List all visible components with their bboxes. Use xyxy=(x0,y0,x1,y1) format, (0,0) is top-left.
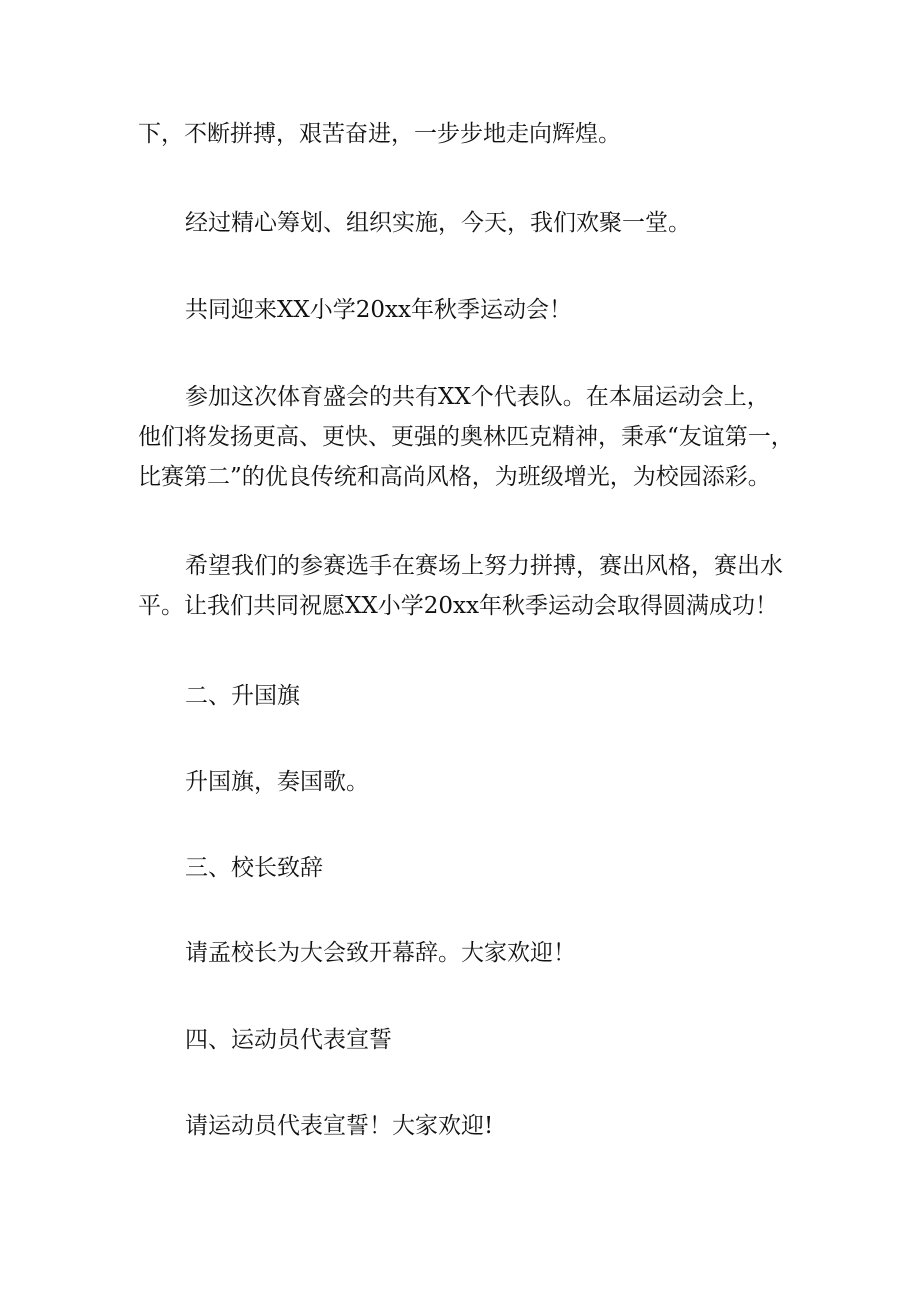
text-line: 二、升国旗 xyxy=(185,683,300,709)
paragraph-wishes xyxy=(138,546,802,626)
paragraph-continuation xyxy=(138,114,802,154)
text-line: 共同迎来XX小学20xx年秋季运动会！ xyxy=(185,297,572,323)
section-heading-principal-speech xyxy=(138,848,802,888)
text-line: 下，不断拼搏，艰苦奋进，一步步地走向辉煌。 xyxy=(138,121,621,147)
text-line: 三、校长致辞 xyxy=(185,855,323,881)
text-line: 经过精心筹划、组织实施，今天，我们欢聚一堂。 xyxy=(185,210,691,236)
text-line: 请运动员代表宣誓！大家欢迎! xyxy=(185,1113,494,1139)
paragraph-teams xyxy=(138,377,802,497)
paragraph-preparation xyxy=(138,203,802,243)
text-line: 升国旗，奏国歌。 xyxy=(185,769,369,795)
paragraph-flag-raising xyxy=(138,762,802,802)
paragraph-athlete-oath xyxy=(138,1106,802,1146)
text-line: 比赛第二”的优良传统和高尚风格，为班级增光，为校园添彩。 xyxy=(138,464,771,490)
section-heading-flag-raising xyxy=(138,676,802,716)
paragraph-welcome xyxy=(138,290,802,330)
text-line: 请孟校长为大会致开幕辞。大家欢迎！ xyxy=(185,940,576,966)
text-line: 参加这次体育盛会的共有XX个代表队。在本届运动会上， xyxy=(185,384,770,410)
text-line: 他们将发扬更高、更快、更强的奥林匹克精神，秉承“友谊第一， xyxy=(138,424,794,450)
section-heading-athlete-oath xyxy=(138,1020,802,1060)
paragraph-principal-speech xyxy=(138,933,802,973)
text-line: 希望我们的参赛选手在赛场上努力拼搏，赛出风格，赛出水 xyxy=(185,553,783,579)
text-line: 平。让我们共同祝愿XX小学20xx年秋季运动会取得圆满成功！ xyxy=(138,593,778,619)
text-line: 四、运动员代表宣誓 xyxy=(185,1027,392,1053)
